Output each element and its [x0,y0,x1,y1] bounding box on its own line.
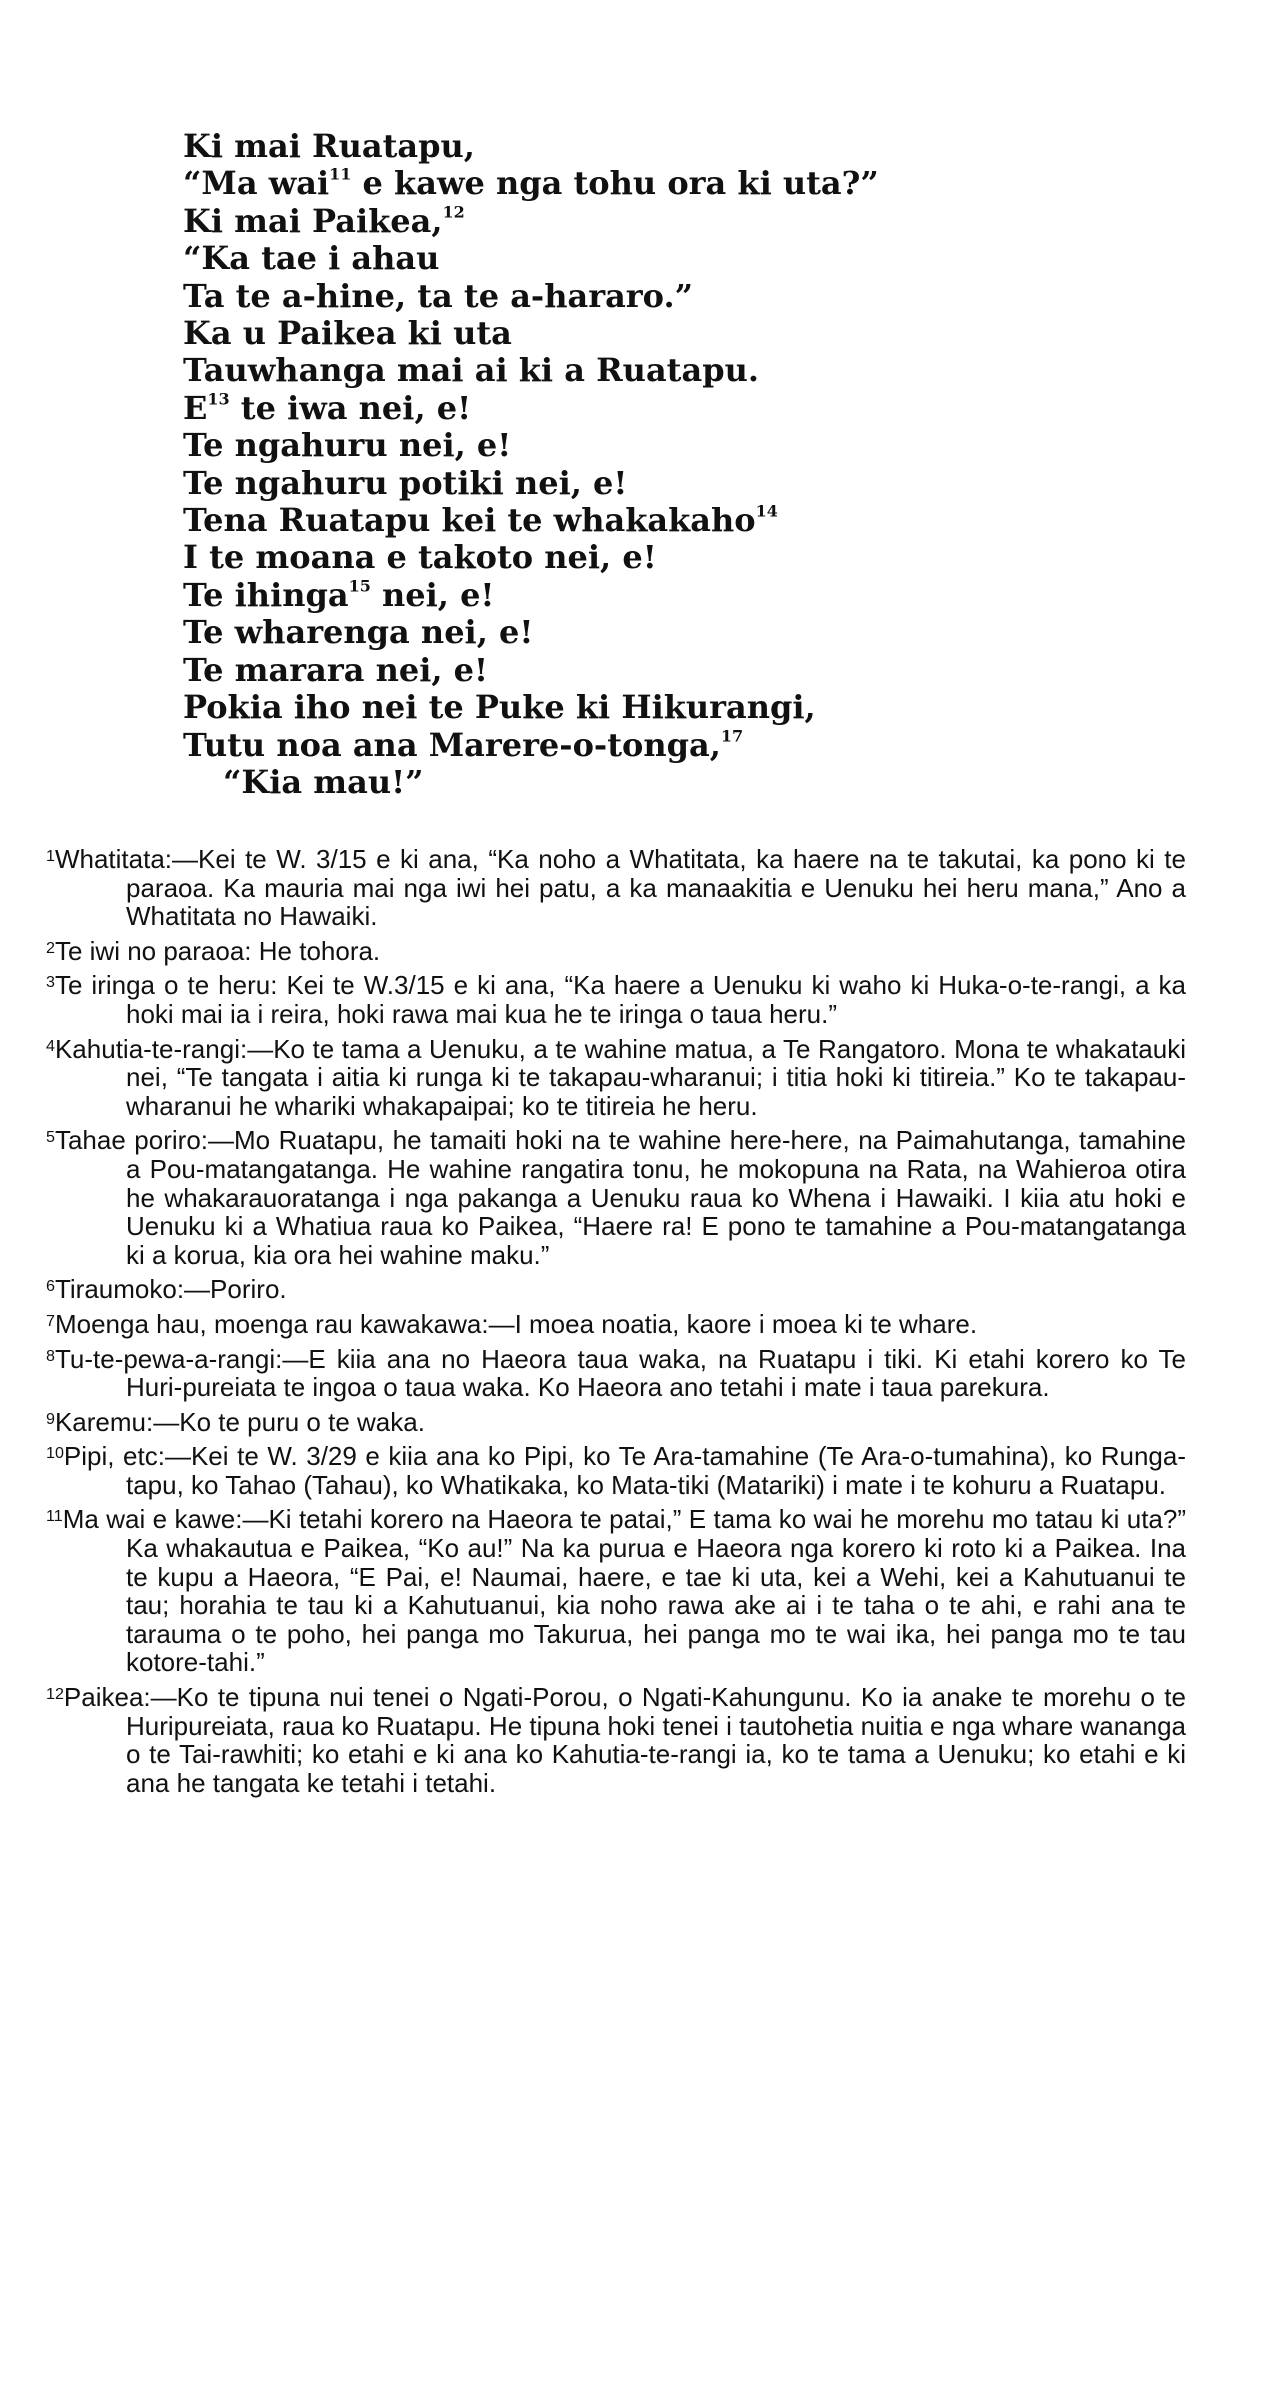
footnote-text: —Ko te tipuna nui tenei o Ngati-Porou, o Ngati-Kahungunu. Ko ia anake te morehu o te Huripureiata, raua ko Ruatapu. He tipuna hoki tenei i tautohetia nuitia e nga whare wananga o te Tai-rawhiti; ko etahi e ki ana ko Kahutia-te-rangi ia, ko te tama a Uenuku; ko etahi e ki ana he tangata ke tetahi i tetahi. [126,1682,1186,1798]
poem-line [183,539,1083,576]
poem-line-text-cont: e kawe nga tohu ora ki uta?” [351,164,879,203]
footnote [46,845,1186,931]
footnote-number: 2 [46,938,55,957]
poem-line [183,315,1083,352]
footnotes [46,845,1186,1803]
poem-line [183,502,1083,539]
footnote-number: 5 [46,1128,55,1147]
poem-line [183,390,1083,427]
footnote-number: 9 [46,1409,55,1428]
poem-line-text-cont: te iwa nei, e! [229,388,472,427]
poem-line-text: E [183,388,208,427]
footnote-number: 3 [46,973,55,992]
poem-line-text: Tena Ruatapu kei te whakakaho [183,501,756,540]
footnote-text: Kei te W.3/15 e ki ana, “Ka haere a Uenuku ki waho ki Huka-o-te-rangi, a ka hoki mai ia i reira, hoki rawa mai kua he te iringa o taua heru.” [126,970,1186,1029]
poem-line [183,427,1083,464]
footnote-head: Kahutia-te-rangi: [54,1033,248,1064]
footnote-marker: 12 [442,202,465,222]
poem-line-text: Te ngahuru potiki nei, e! [183,463,628,502]
poem-line-text: Pokia iho nei te Puke ki Hikurangi, [183,688,816,727]
footnote-text: —Ko te puru o te waka. [153,1406,425,1437]
poem-line-text: “Kia mau!” [223,762,424,801]
poem-line [183,165,1083,202]
footnote-marker: 14 [755,501,778,521]
poem-line-text: I te moana e takoto nei, e! [183,538,657,577]
footnote [46,971,1186,1028]
footnote-text: —Ki tetahi korero na Haeora te patai,” E tama ko wai he morehu mo tatau ki uta?” Ka whakautua e Paikea, “Ko au!” Na ka purua e Haeora nga korero ki roto ki a Paikea. Ina te kupu a Haeora, “E Pai, e! Naumai, haere, e tae ki uta, kei a Wehi, kei a Kahutuanui te tau; horahia te tau ki a Kahutuanui, kia noho rawa ake ai i te taha o te ahi, e rahi ana te tarauma o te poho, hei panga mo Takurua, hei panga mo te wai ika, hei panga mo te tau kotore-tahi.” [126,1504,1186,1678]
poem-line-text: “Ka tae i ahau [183,239,440,278]
footnote [46,1126,1186,1269]
poem-line-text: “Ma wai [183,164,330,203]
poem-line [183,727,1083,764]
footnote-number: 7 [46,1311,55,1330]
poem-line-text: Te marara nei, e! [183,650,489,689]
footnote-number: 6 [46,1277,55,1296]
poem-line-text: Ki mai Ruatapu, [183,127,475,165]
footnote-text: He tohora. [251,935,381,966]
footnote-number: 1 [46,846,55,865]
footnote [46,1442,1186,1499]
footnote-number: 12 [46,1684,64,1703]
poem-line [183,240,1083,277]
poem-line-text: Tutu noa ana Marere-o-tonga, [183,725,721,764]
footnote [46,1345,1186,1402]
footnote-head: Paikea: [63,1682,151,1713]
footnote [46,1275,1186,1304]
footnote-text: —Mo Ruatapu, he tamaiti hoki na te wahine here-here, na Paimahutanga, tamahine a Pou-matangatanga. He wahine rangatira tonu, he mokopuna na Rata, na Wahieroa otira he whakarauoratanga i nga pakanga a Uenuku raua ko Whena i Hawaiki. I kiia atu hoki e Uenuku ki a Whatiua raua ko Paikea, “Haere ra! E pono te tamahine a Pou-matangatanga ki a korua, kia ora hei wahine maku.” [126,1125,1186,1270]
poem-line [183,689,1083,726]
footnote-text: —E kiia ana no Haeora taua waka, na Ruatapu i tiki. Ki etahi korero ko Te Huri-pureiata te ingoa o taua waka. Ko Haeora ano tetahi i mate i taua parekura. [126,1343,1186,1403]
footnote-head: Tu-te-pewa-a-rangi: [54,1343,283,1374]
footnote-text: —Kei te W. 3/29 e kiia ana ko Pipi, ko Te Ara-tamahine (Te Ara-o-tumahina), ko Runga-tapu, ko Tahao (Tahau), ko Whatikaka, ko Mata-tiki (Matariki) i mate i te kohuru a Ruatapu. [126,1441,1186,1500]
footnote-head: Tahae poriro: [54,1125,208,1156]
footnote-marker: 11 [329,165,352,185]
poem-line [183,352,1083,389]
footnote-head: Ma wai e kawe: [62,1504,243,1535]
poem-line [183,278,1083,315]
footnote [46,937,1186,966]
poem-line-text: Te wharenga nei, e! [183,613,534,652]
poem-line-text-cont: nei, e! [370,575,495,614]
footnote-marker: 17 [720,726,744,746]
footnote [46,1408,1186,1437]
poem-line [183,614,1083,651]
footnote [46,1505,1186,1677]
footnote-head: Whatitata: [54,844,173,874]
poem-line [183,577,1083,614]
poem-line-text: Ta te a-hine, ta te a-hararo.” [183,276,693,315]
footnote [46,1683,1186,1797]
poem-line-text: Tauwhanga mai ai ki a Ruatapu. [183,351,759,390]
footnote-text: —Kei te W. 3/15 e ki ana, “Ka noho a Whatitata, ka haere na te takutai, ka pono ki te paraoa. Ka mauria mai nga iwi hei patu, a ka manaakitia e Uenuku hei heru mana,” Ano a Whatitata no Hawaiki. [126,844,1186,932]
footnote-head: Moenga hau, moenga rau kawakawa: [54,1308,489,1339]
footnote-number: 10 [46,1444,64,1463]
footnote-head: Te iringa o te heru: [54,970,278,1001]
footnote-head: Te iwi no paraoa: [54,935,252,966]
footnote [46,1035,1186,1121]
footnote-head: Pipi, etc: [63,1441,165,1472]
poem-line-text: Ki mai Paikea, [183,201,443,240]
poem-line [183,203,1083,240]
poem-line [183,764,1083,801]
footnote-number: 11 [46,1507,63,1526]
poem-line [183,128,1083,165]
footnote-head: Tiraumoko: [54,1274,185,1305]
footnote-number: 8 [46,1346,55,1365]
footnote-marker: 15 [348,576,371,596]
footnote-head: Karemu: [54,1406,154,1437]
footnote [46,1310,1186,1339]
footnote-text: —I moea noatia, kaore i moea ki te whare. [488,1308,978,1339]
poem [183,128,1083,801]
footnote-marker: 13 [207,389,230,409]
footnote-text: —Poriro. [184,1274,287,1305]
poem-line [183,465,1083,502]
poem-line-text: Ka u Paikea ki uta [183,314,512,353]
poem-line-text: Te ihinga [183,575,349,614]
poem-line-text: Te ngahuru nei, e! [183,426,512,465]
footnote-number: 4 [46,1036,55,1055]
poem-line [183,652,1083,689]
footnote-text: —Ko te tama a Uenuku, a te wahine matua, a Te Rangatoro. Mona te whakatauki nei, “Te tangata i aitia ki runga ki te takapau-wharanui; i titia hoki ki titireia.” Ko te takapau-wharanui he whariki whakapaipai; ko te titireia he heru. [126,1033,1186,1121]
